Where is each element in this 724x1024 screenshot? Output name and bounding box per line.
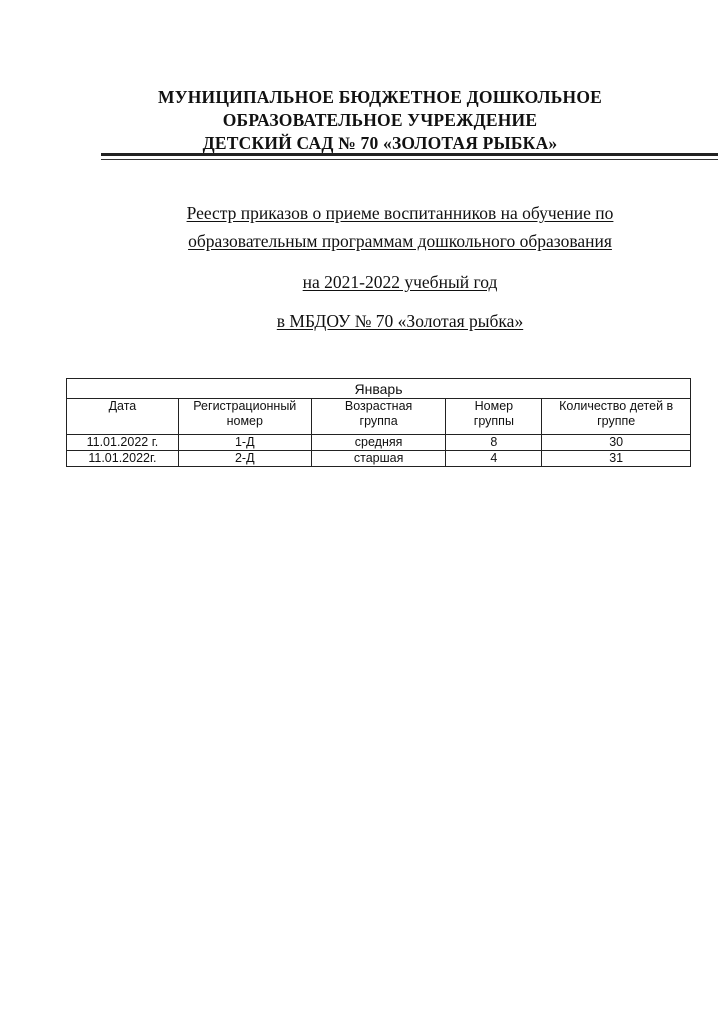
cell-reg-number: 2-Д <box>178 451 311 467</box>
column-header-age-group-line1: Возрастная <box>344 399 413 413</box>
document-title-line-2: образовательным программам дошкольного образования <box>188 231 612 251</box>
column-header-date <box>67 399 179 435</box>
document-title-line-1: Реестр приказов о приеме воспитанников на обучение по <box>186 203 614 223</box>
header-line-2: ОБРАЗОВАТЕЛЬНОЕ УЧРЕЖДЕНИЕ <box>222 110 538 130</box>
column-header-group-number <box>446 399 542 435</box>
column-header-age-group-line2: группа <box>359 414 398 428</box>
month-row <box>67 379 691 399</box>
institution-header <box>60 86 700 155</box>
month-header: Январь <box>67 379 691 399</box>
document-title-line-3: на 2021-2022 учебный год <box>302 272 498 292</box>
cell-group-number: 4 <box>446 451 542 467</box>
column-header-reg-number-line1: Регистрационный <box>193 399 297 413</box>
header-divider-thin <box>101 159 718 160</box>
header-divider-thick <box>101 153 718 156</box>
column-header-group-number-line1: Номер <box>474 399 514 413</box>
cell-reg-number: 1-Д <box>178 435 311 451</box>
cell-date: 11.01.2022 г. <box>67 435 179 451</box>
cell-age-group: старшая <box>311 451 446 467</box>
cell-group-number: 8 <box>446 435 542 451</box>
table-row <box>67 451 691 467</box>
column-header-group-number-line2: группы <box>473 414 514 428</box>
column-header-date-text: Дата <box>108 399 137 413</box>
column-header-age-group <box>311 399 446 435</box>
column-header-reg-number <box>178 399 311 435</box>
column-header-row <box>67 399 691 435</box>
document-title-line-4: в МБДОУ № 70 «Золотая рыбка» <box>276 311 524 331</box>
cell-children-count: 31 <box>542 451 691 467</box>
header-line-1: МУНИЦИПАЛЬНОЕ БЮДЖЕТНОЕ ДОШКОЛЬНОЕ <box>157 87 603 107</box>
table-row <box>67 435 691 451</box>
cell-date: 11.01.2022г. <box>67 451 179 467</box>
orders-registry-table <box>66 378 691 467</box>
column-header-children-count-line1: Количество детей в <box>559 399 674 413</box>
column-header-reg-number-line2: номер <box>226 414 263 428</box>
header-line-3: ДЕТСКИЙ САД № 70 «ЗОЛОТАЯ РЫБКА» <box>202 133 558 153</box>
cell-age-group: средняя <box>311 435 446 451</box>
column-header-children-count <box>542 399 691 435</box>
cell-children-count: 30 <box>542 435 691 451</box>
column-header-children-count-line2: группе <box>597 414 636 428</box>
